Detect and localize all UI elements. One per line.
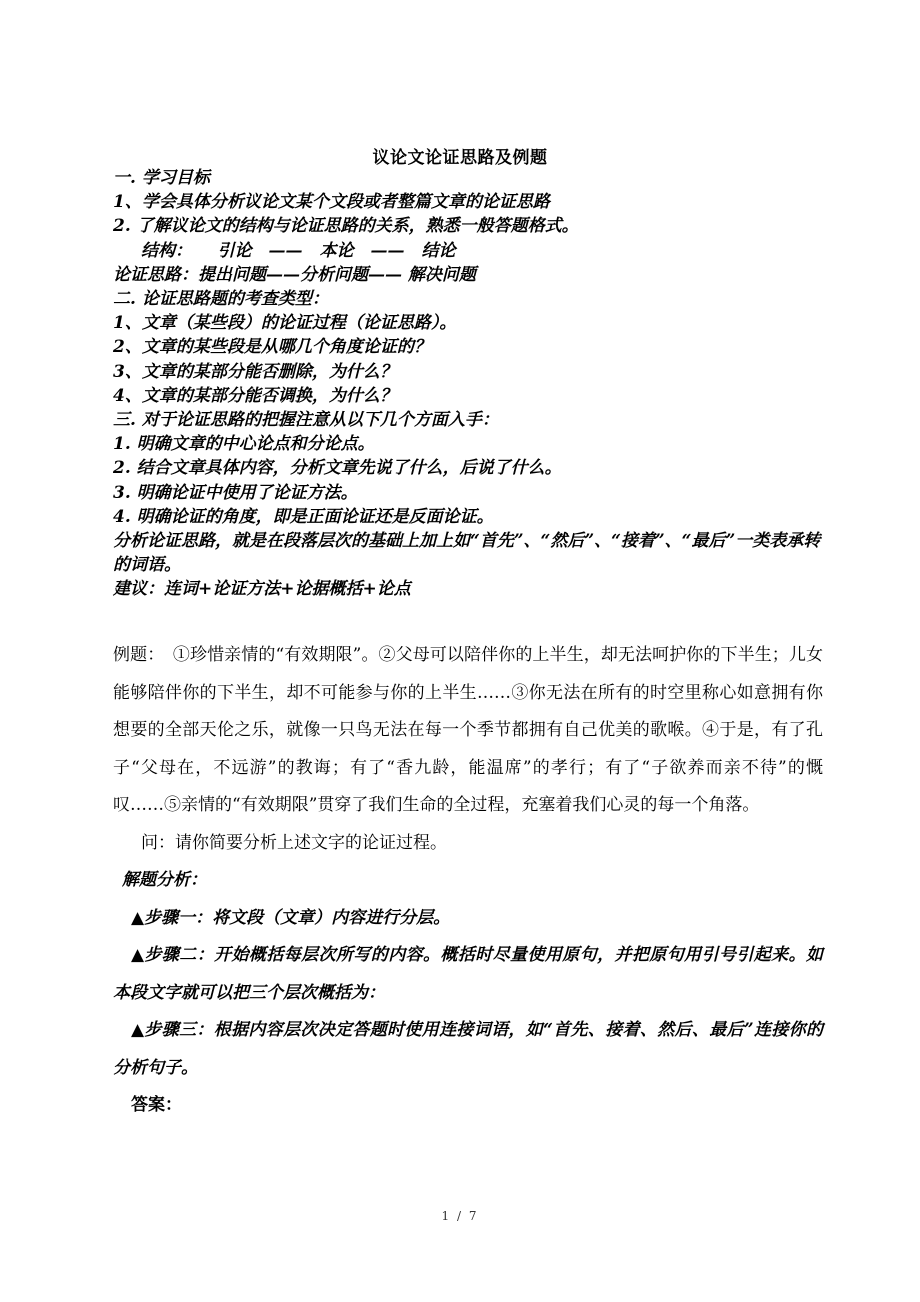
analysis-note: 分析论证思路，就是在段落层次的基础上加上如“首先”、“然后”、“接着”、“最后”一类表承转的词语。	[113, 531, 821, 576]
section-heading-goals: 一. 学习目标	[113, 168, 210, 188]
goal-item-1: 1、学会具体分析议论文某个文段或者整篇文章的论证思路	[113, 192, 550, 213]
study-outline	[113, 166, 833, 602]
reasoning-line: 论证思路：提出问题——分析问题—— 解决问题	[113, 264, 476, 285]
analysis-step-1: ▲步骤一：将文段（文章）内容进行分层。	[131, 907, 451, 928]
page-title: 议论文论证思路及例题	[372, 148, 548, 168]
answer-label: 答案：	[131, 1095, 182, 1115]
approach-item-1: 1. 明确文章的中心论点和分论点。	[113, 434, 375, 455]
section-heading-types: 二. 论证思路题的考查类型：	[113, 289, 329, 310]
analysis-step-3: ▲步骤三：根据内容层次决定答题时使用连接词语，如“首先、接着、然后、最后”连接你的分析句子。	[113, 1020, 823, 1078]
approach-item-2: 2. 结合文章具体内容，分析文章先说了什么，后说了什么。	[113, 458, 562, 479]
section-heading-approach: 三. 对于论证思路的把握注意从以下几个方面入手：	[113, 410, 499, 431]
type-item-1: 1、文章（某些段）的论证过程（论证思路）。	[113, 313, 457, 334]
analysis-heading: 解题分析：	[122, 870, 207, 890]
structure-line: 结构： 引论 —— 本论 —— 结论	[141, 240, 456, 261]
type-item-2: 2、文章的某些段是从哪几个角度论证的？	[113, 337, 431, 358]
type-item-4: 4、文章的某部分能否调换，为什么？	[113, 385, 397, 406]
example-paragraph: 例题： ①珍惜亲情的“有效期限”。②父母可以陪伴你的上半生，却无法呵护你的下半生；儿女能够陪伴你的下半生，却不可能参与你的上半生……③你无法在所有的时空里称心如意拥有你想要的全部天伦之乐，就像一只鸟无法在每一个季节都拥有自己优美的歌喉。④于是，有了孔子“父母在，不远游”的教诲；有了“香九龄，能温席”的孝行；有了“子欲养而亲不待”的慨叹……⑤亲情的“有效期限”贯穿了我们生命的全过程，充塞着我们心灵的每一个角落。	[113, 645, 823, 815]
analysis-step-2: ▲步骤二：开始概括每层次所写的内容。概括时尽量使用原句，并把原句用引号引起来。如本段文字就可以把三个层次概括为：	[113, 945, 823, 1003]
type-item-3: 3、文章的某部分能否删除，为什么？	[113, 361, 397, 382]
example-question: 问：请你简要分析上述文字的论证过程。	[141, 832, 447, 853]
goal-item-2: 2. 了解议论文的结构与论证思路的关系，熟悉一般答题格式。	[113, 216, 579, 237]
suggestion-line: 建议：连词+论证方法+论据概括+论点	[113, 579, 411, 600]
page-number: 1 / 7	[441, 1209, 479, 1223]
approach-item-4: 4. 明确论证的角度，即是正面论证还是反面论证。	[113, 506, 494, 527]
analysis-section	[113, 862, 823, 1087]
approach-item-3: 3. 明确论证中使用了论证方法。	[113, 482, 358, 503]
example-section	[113, 637, 823, 1125]
